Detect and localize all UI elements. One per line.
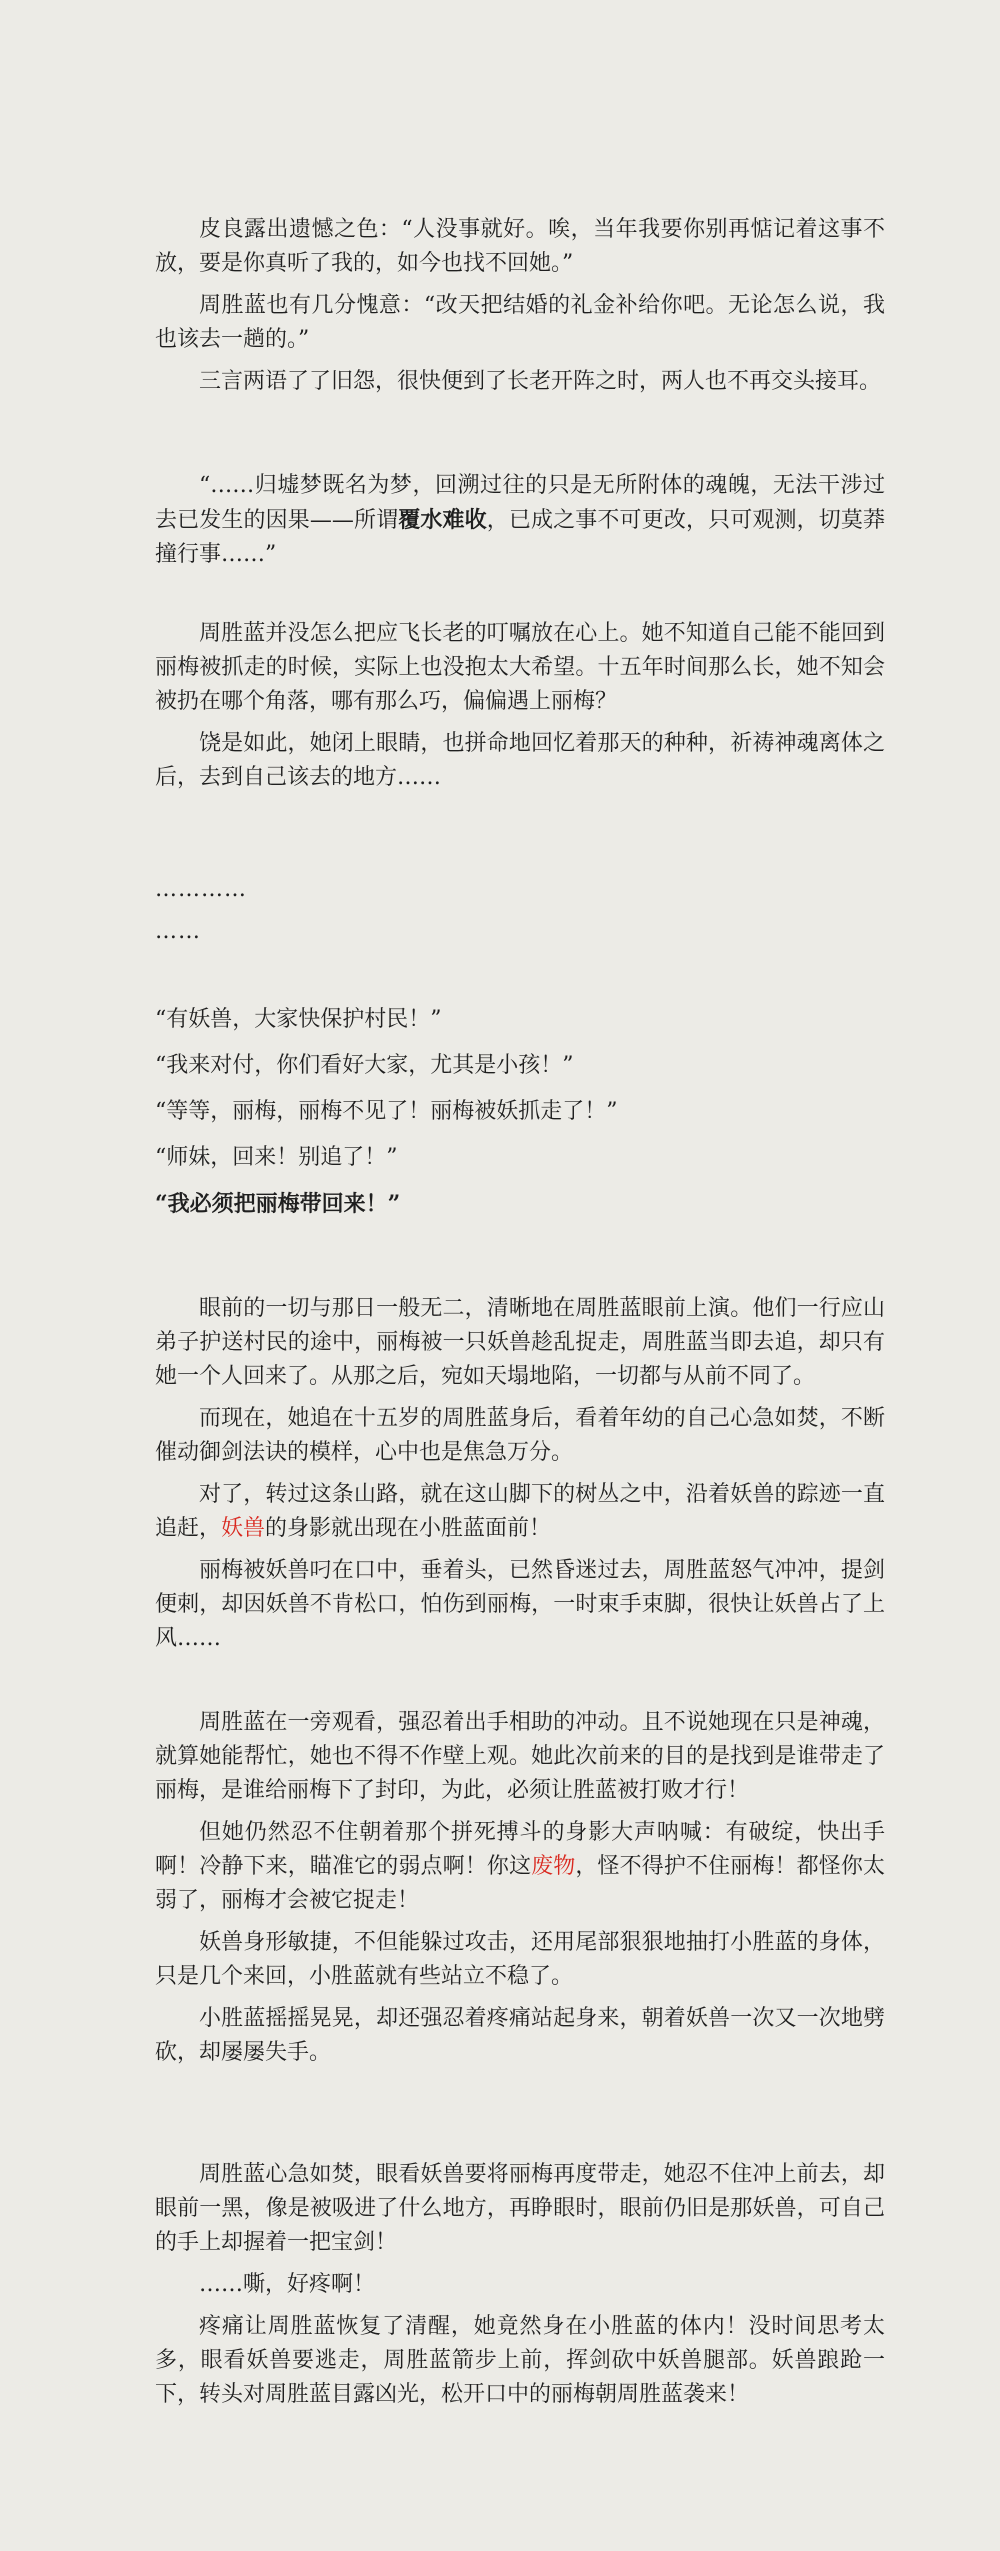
quote-emphasis: 覆水难收	[398, 507, 487, 533]
paragraph: 疼痛让周胜蓝恢复了清醒，她竟然身在小胜蓝的体内！没时间思考太多，眼看妖兽要逃走，周胜蓝箭步上前，挥剑砍中妖兽腿部。妖兽踉跄一下，转头对周胜蓝目露凶光，松开口中的丽梅朝周胜蓝袭来！	[155, 2314, 885, 2407]
paragraph-text: 但她仍然忍不住朝着那个拼死搏斗的身影大声呐喊：有破绽，快出手啊！冷静下来，瞄准它的弱点啊！你这	[155, 1820, 885, 1879]
quote-text: ，已成之事不可更改，只可观测，切莫莽撞行事……”	[155, 508, 885, 567]
paragraph	[155, 1816, 885, 1918]
highlight-word: 废物	[531, 1854, 576, 1879]
paragraph: 周胜蓝在一旁观看，强忍着出手相助的冲动。且不说她现在只是神魂，就算她能帮忙，她也不得不作壁上观。她此次前来的目的是找到是谁带走了丽梅，是谁给丽梅下了封印，为此，必须让胜蓝被打败才行！	[155, 1710, 885, 1803]
quote-paragraph	[155, 469, 885, 572]
ellipsis-short: ……	[155, 919, 201, 944]
quote-text: “……归墟梦既名为梦，回溯过往的只是无所附体的魂魄，无法干涉过去已发生的因果——所谓	[155, 473, 885, 533]
scene-break	[155, 873, 885, 949]
section-1	[155, 213, 885, 399]
paragraph-text: 的身影就出现在小胜蓝面前！	[265, 1516, 552, 1541]
highlight-word: 妖兽	[221, 1516, 266, 1541]
paragraph: 周胜蓝并没怎么把应飞长老的叮嘱放在心上。她不知道自己能不能回到丽梅被抓走的时候，实际上也没抱太大希望。十五年时间那么长，她不知会被扔在哪个角落，哪有那么巧，偏偏遇上丽梅？	[155, 621, 885, 714]
paragraph: 妖兽身形敏捷，不但能躲过攻击，还用尾部狠狠地抽打小胜蓝的身体，只是几个来回，小胜蓝就有些站立不稳了。	[155, 1930, 885, 1989]
section-3	[155, 1292, 885, 1656]
paragraph-text: 对了，转过这条山路，就在这山脚下的树丛之中，沿着妖兽的踪迹一直追赶，	[155, 1482, 885, 1541]
dialog-line: “我来对付，你们看好大家，尤其是小孩！”	[155, 1053, 574, 1078]
paragraph	[155, 1478, 885, 1546]
dialog-line: “等等，丽梅，丽梅不见了！丽梅被妖抓走了！”	[155, 1099, 618, 1124]
section-4	[155, 1706, 885, 2070]
paragraph: 而现在，她追在十五岁的周胜蓝身后，看着年幼的自己心急如焚，不断催动御剑法诀的模样，心中也是焦急万分。	[155, 1406, 885, 1465]
paragraph: 皮良露出遗憾之色：“人没事就好。唉，当年我要你别再惦记着这事不放，要是你真听了我的，如今也找不回她。”	[155, 217, 885, 276]
dialog-line-emphasis: “我必须把丽梅带回来！”	[155, 1191, 401, 1217]
paragraph: 周胜蓝也有几分愧意：“改天把结婚的礼金补给你吧。无论怎么说，我也该去一趟的。”	[155, 293, 885, 352]
ellipsis-long: …………	[155, 877, 247, 902]
elder-quote	[155, 469, 885, 572]
paragraph-text: ，怪不得护不住丽梅！都怪你太弱了，丽梅才会被它捉走！	[155, 1854, 885, 1913]
dialog-lines	[155, 1003, 885, 1221]
paragraph: 三言两语了了旧怨，很快便到了长老开阵之时，两人也不再交头接耳。	[199, 369, 882, 394]
paragraph: 眼前的一切与那日一般无二，清晰地在周胜蓝眼前上演。他们一行应山弟子护送村民的途中，丽梅被一只妖兽趁乱捉走，周胜蓝当即去追，却只有她一个人回来了。从那之后，宛如天塌地陷，一切都与从前不同了。	[155, 1296, 885, 1389]
paragraph: 小胜蓝摇摇晃晃，却还强忍着疼痛站起身来，朝着妖兽一次又一次地劈砍，却屡屡失手。	[155, 2006, 885, 2065]
paragraph: 丽梅被妖兽叼在口中，垂着头，已然昏迷过去，周胜蓝怒气冲冲，提剑便刺，却因妖兽不肯松口，怕伤到丽梅，一时束手束脚，很快让妖兽占了上风……	[155, 1558, 885, 1651]
paragraph: 饶是如此，她闭上眼睛，也拼命地回忆着那天的种种，祈祷神魂离体之后，去到自己该去的地方……	[155, 731, 885, 790]
dialog-line: “师妹，回来！别追了！”	[155, 1145, 398, 1170]
paragraph: ……嘶，好疼啊！	[199, 2272, 376, 2297]
section-2	[155, 617, 885, 795]
paragraph: 周胜蓝心急如焚，眼看妖兽要将丽梅再度带走，她忍不住冲上前去，却眼前一黑，像是被吸进了什么地方，再睁眼时，眼前仍旧是那妖兽，可自己的手上却握着一把宝剑！	[155, 2162, 885, 2255]
dialog-line: “有妖兽，大家快保护村民！”	[155, 1007, 442, 1032]
section-5	[155, 2158, 885, 2412]
